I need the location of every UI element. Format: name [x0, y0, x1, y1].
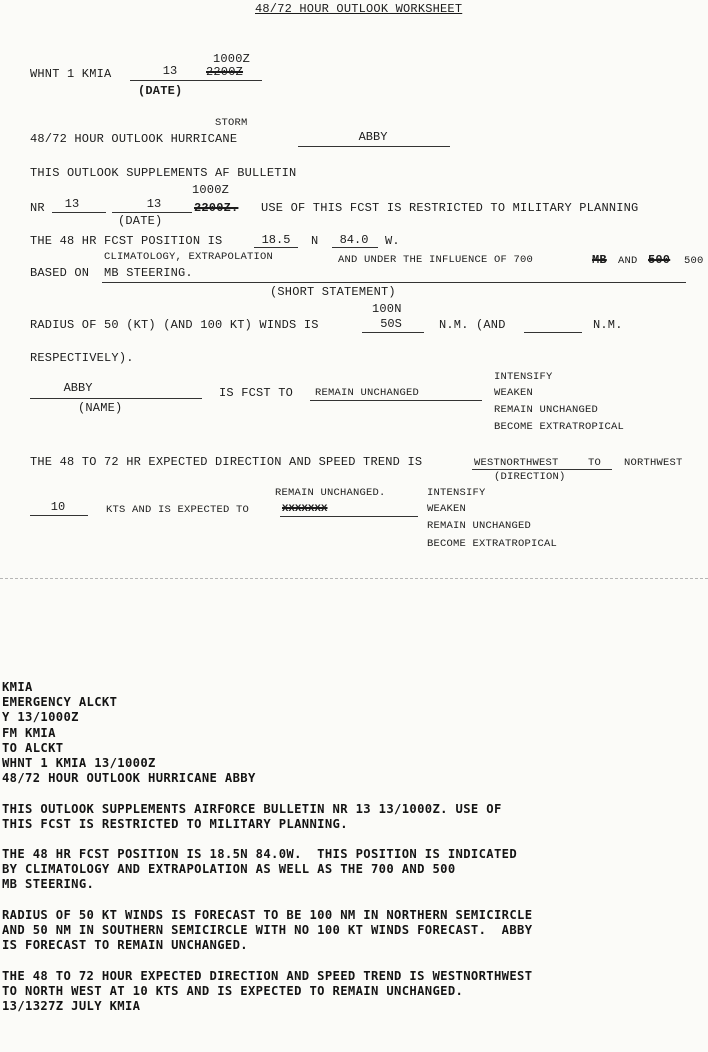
name-underline — [30, 398, 202, 399]
speed-value: 10 — [50, 500, 66, 514]
teletype-line: BY CLIMATOLOGY AND EXTRAPOLATION AS WELL AS THE 700 AND 500 — [2, 862, 456, 877]
fcst-underline — [310, 400, 482, 401]
teletype-blank-line — [2, 832, 532, 847]
date-value: 13 — [162, 64, 178, 78]
level-struck: 500 — [648, 253, 671, 267]
teletype-line: Y 13/1000Z — [2, 710, 79, 725]
trend-label: THE 48 TO 72 HR EXPECTED DIRECTION AND SPEED TREND IS — [30, 455, 423, 469]
teletype-line: TO ALCKT — [2, 740, 64, 755]
page-tear-divider — [0, 578, 708, 582]
teletype-line: 48/72 HOUR OUTLOOK HURRICANE ABBY — [2, 771, 256, 786]
time-underline — [204, 80, 262, 81]
nr-date-label: (DATE) — [118, 214, 163, 228]
lon-underline — [332, 247, 378, 248]
lon-value: 84.0 — [339, 233, 369, 247]
nr-time-struck: 2200Z. — [194, 201, 239, 215]
teletype-line: IS FORECAST TO REMAIN UNCHANGED. — [2, 938, 248, 953]
expected-struck: XXXXXXX — [282, 503, 328, 515]
nr-underline — [52, 212, 106, 213]
teletype-line: RADIUS OF 50 KT WINDS IS FORECAST TO BE 100 NM IN NORTHERN SEMICIRCLE — [2, 907, 533, 922]
respectively: RESPECTIVELY). — [30, 351, 134, 365]
teletype-line: 13/1327Z JULY KMIA — [2, 998, 141, 1013]
short-statement-label: (SHORT STATEMENT) — [270, 285, 396, 299]
lat-value: 18.5 — [261, 233, 291, 247]
trend-to: TO — [588, 457, 602, 469]
mb-struck: MB — [592, 253, 607, 267]
whnt-label: WHNT 1 KMIA — [30, 67, 112, 81]
teletype-line: KMIA — [2, 680, 33, 694]
radius-above: 100N — [372, 302, 402, 316]
lon-dir: W. — [385, 234, 400, 248]
teletype-line: THE 48 HR FCST POSITION IS 18.5N 84.0W. THIS POSITION IS INDICATED — [2, 847, 518, 862]
nr-date-underline — [112, 212, 192, 213]
date-label: (DATE) — [138, 84, 183, 98]
storm-underline — [298, 146, 450, 147]
choice2-weaken: WEAKEN — [427, 503, 467, 515]
teletype-line: THE 48 TO 72 HOUR EXPECTED DIRECTION AND SPEED TREND IS WESTNORTHWEST — [2, 968, 533, 983]
based-on-value: MB STEERING. — [104, 266, 193, 280]
is-fcst-to: IS FCST TO — [219, 386, 294, 400]
storm-name: ABBY — [358, 130, 388, 144]
direction-label: (DIRECTION) — [494, 471, 566, 483]
nm-and: N.M. (AND — [439, 318, 506, 332]
lat-underline — [254, 247, 298, 248]
expected-insert: REMAIN UNCHANGED. — [275, 487, 386, 499]
date-underline — [130, 80, 210, 81]
teletype-line: MB STEERING. — [2, 877, 95, 892]
radius-value: 50S — [380, 317, 402, 331]
restricted-text: USE OF THIS FCST IS RESTRICTED TO MILITARY PLANNING — [261, 201, 639, 215]
nr-time-value: 1000Z — [192, 183, 230, 197]
storm-label: STORM — [215, 117, 248, 129]
time-value: 1000Z — [213, 52, 251, 66]
second-radius-underline — [524, 332, 582, 333]
choice-intensify: INTENSIFY — [494, 371, 553, 383]
teletype-blank-line — [2, 893, 532, 908]
teletype-line: THIS FCST IS RESTRICTED TO MILITARY PLANNING. — [2, 816, 348, 831]
choice2-extratropical: BECOME EXTRATROPICAL — [427, 538, 558, 550]
kts-text: KTS AND IS EXPECTED TO — [106, 504, 250, 516]
nr-value: 13 — [64, 197, 80, 211]
trend-value: WESTNORTHWEST — [474, 457, 559, 469]
teletype-line: THIS OUTLOOK SUPPLEMENTS AIRFORCE BULLETIN NR 13 13/1000Z. USE OF — [2, 801, 502, 816]
level-value: 500 — [684, 255, 704, 267]
trend-value2: NORTHWEST — [624, 457, 683, 469]
choice2-remain: REMAIN UNCHANGED — [427, 520, 532, 532]
teletype-line: WHNT 1 KMIA 13/1000Z — [2, 755, 156, 770]
nr-date-value: 13 — [146, 197, 162, 211]
choice-weaken: WEAKEN — [494, 387, 534, 399]
expected-underline — [280, 516, 418, 517]
based-on-underline — [102, 282, 686, 283]
teletype-line: TO NORTH WEST AT 10 KTS AND IS EXPECTED TO REMAIN UNCHANGED. — [2, 983, 464, 998]
and-word: AND — [618, 255, 638, 267]
choice-remain: REMAIN UNCHANGED — [494, 404, 599, 416]
name-value: ABBY — [63, 381, 93, 395]
worksheet-title: 48/72 HOUR OUTLOOK WORKSHEET — [255, 2, 463, 16]
nm-end: N.M. — [593, 318, 623, 332]
radius-label: RADIUS OF 50 (KT) (AND 100 KT) WINDS IS — [30, 318, 319, 332]
fcst-value: REMAIN UNCHANGED — [315, 387, 420, 399]
teletype-line: EMERGENCY ALCKT — [2, 695, 118, 710]
basis-insert: CLIMATOLOGY, EXTRAPOLATION — [104, 251, 274, 263]
teletype-line: FM KMIA — [2, 725, 56, 740]
teletype-blank-line — [2, 786, 532, 801]
time-struck: 2200Z — [206, 65, 244, 79]
choice2-intensify: INTENSIFY — [427, 487, 486, 499]
radius-underline — [362, 332, 424, 333]
outlook-label: 48/72 HOUR OUTLOOK HURRICANE — [30, 132, 238, 146]
position-label: THE 48 HR FCST POSITION IS — [30, 234, 223, 248]
teletype-blank-line — [2, 953, 532, 968]
lat-dir: N — [311, 234, 319, 248]
name-label: (NAME) — [78, 401, 123, 415]
based-on-label: BASED ON — [30, 266, 90, 280]
influence-text: AND UNDER THE INFLUENCE OF 700 — [338, 254, 534, 266]
teletype-line: AND 50 NM IN SOUTHERN SEMICIRCLE WITH NO 100 KT WINDS FORECAST. ABBY — [2, 923, 533, 937]
nr-label: NR — [30, 201, 45, 215]
choice-extratropical: BECOME EXTRATROPICAL — [494, 421, 625, 433]
speed-underline — [30, 515, 88, 516]
teletype-message — [2, 680, 532, 1014]
supplements-line: THIS OUTLOOK SUPPLEMENTS AF BULLETIN — [30, 166, 297, 180]
